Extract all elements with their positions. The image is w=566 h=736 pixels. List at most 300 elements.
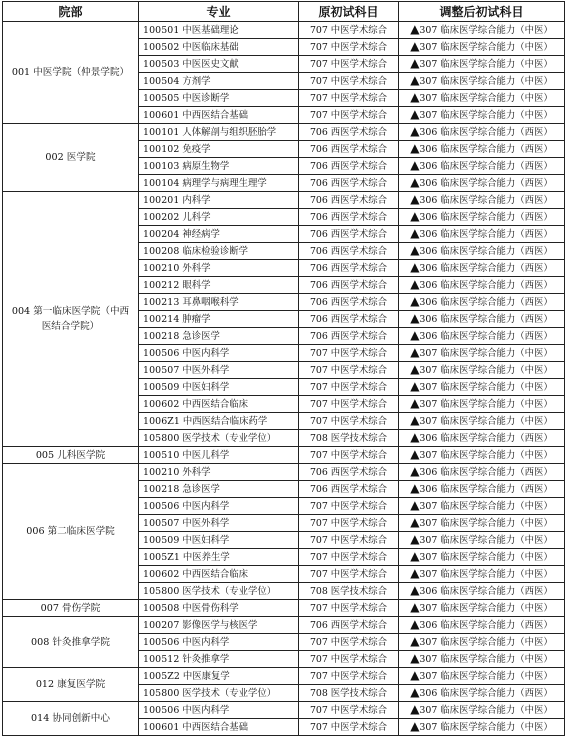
triangle-marker-icon: ▲ [410, 719, 420, 733]
major-cell [139, 532, 299, 549]
major-name: 儿科学 [182, 211, 211, 223]
adjusted-exam-cell [399, 396, 565, 413]
original-exam-cell: 706 西医学术综合 [299, 192, 399, 209]
adjusted-exam-text: 307 临床医学综合能力（中医） [419, 365, 553, 376]
header-original-exam: 原初试科目 [299, 2, 399, 22]
major-name: 医学技术（专业学位） [182, 687, 277, 699]
major-code: 100506 [143, 347, 180, 359]
original-exam-cell: 708 医学技术综合 [299, 583, 399, 600]
major-cell [139, 243, 299, 260]
adjusted-exam-text: 307 临床医学综合能力（中医） [419, 416, 553, 427]
triangle-marker-icon: ▲ [410, 566, 420, 580]
major-code: 100601 [143, 109, 180, 121]
adjusted-exam-cell [399, 90, 565, 107]
triangle-marker-icon: ▲ [410, 22, 420, 36]
header-adjusted-exam: 调整后初试科目 [399, 2, 565, 22]
department-cell: 001 中医学院（仲景学院） [3, 22, 139, 124]
major-name: 耳鼻咽喉科学 [182, 296, 239, 308]
adjusted-exam-text: 307 临床医学综合能力（中医） [419, 399, 553, 410]
department-cell: 004 第一临床医学院（中西医结合学院） [3, 192, 139, 447]
major-code: 100502 [143, 41, 180, 53]
original-exam-cell: 707 中医学术综合 [299, 532, 399, 549]
original-exam-cell: 707 中医学术综合 [299, 39, 399, 56]
major-name: 中医内科学 [182, 347, 230, 359]
adjusted-exam-text: 307 临床医学综合能力（中医） [419, 25, 553, 36]
original-exam-cell: 707 中医学术综合 [299, 702, 399, 719]
header-department: 院部 [3, 2, 139, 22]
major-name: 急诊医学 [182, 330, 220, 342]
major-name: 中医内科学 [182, 636, 230, 648]
major-cell [139, 260, 299, 277]
adjusted-exam-text: 307 临床医学综合能力（中医） [419, 501, 553, 512]
major-code: 100218 [143, 330, 180, 342]
triangle-marker-icon: ▲ [410, 464, 420, 478]
triangle-marker-icon: ▲ [410, 600, 420, 614]
original-exam-cell: 707 中医学术综合 [299, 549, 399, 566]
triangle-marker-icon: ▲ [410, 226, 420, 240]
original-exam-cell: 706 西医学术综合 [299, 141, 399, 158]
adjusted-exam-cell [399, 107, 565, 124]
triangle-marker-icon: ▲ [410, 651, 420, 665]
major-name: 中西医结合临床药学 [182, 415, 268, 427]
major-cell [139, 498, 299, 515]
original-exam-cell: 706 西医学术综合 [299, 464, 399, 481]
adjusted-exam-cell [399, 549, 565, 566]
major-name: 中医外科学 [182, 517, 230, 529]
major-code: 100104 [143, 177, 180, 189]
major-name: 神经病学 [182, 228, 220, 240]
major-cell [139, 634, 299, 651]
adjusted-exam-cell [399, 311, 565, 328]
major-code: 100101 [143, 126, 180, 138]
original-exam-cell: 708 医学技术综合 [299, 685, 399, 702]
adjusted-exam-text: 307 临床医学综合能力（中医） [419, 535, 553, 546]
major-cell [139, 379, 299, 396]
major-code: 100509 [143, 381, 180, 393]
table-header [3, 2, 565, 22]
major-name: 中医内科学 [182, 500, 230, 512]
adjusted-exam-cell [399, 192, 565, 209]
original-exam-cell: 706 西医学术综合 [299, 617, 399, 634]
triangle-marker-icon: ▲ [410, 532, 420, 546]
major-cell [139, 719, 299, 736]
adjusted-exam-text: 306 临床医学综合能力（西医） [419, 144, 553, 155]
major-code: 1006Z1 [143, 415, 180, 427]
adjusted-exam-text: 307 临床医学综合能力（中医） [419, 637, 553, 648]
major-name: 中医妇科学 [182, 534, 230, 546]
major-cell [139, 141, 299, 158]
adjusted-exam-cell [399, 413, 565, 430]
adjusted-exam-cell [399, 702, 565, 719]
triangle-marker-icon: ▲ [410, 345, 420, 359]
department-cell: 008 针灸推拿学院 [3, 617, 139, 668]
triangle-marker-icon: ▲ [410, 549, 420, 563]
department-cell: 014 协同创新中心 [3, 702, 139, 736]
adjusted-exam-cell [399, 600, 565, 617]
triangle-marker-icon: ▲ [410, 396, 420, 410]
major-name: 内科学 [182, 194, 211, 206]
adjusted-exam-text: 306 临床医学综合能力（西医） [419, 484, 553, 495]
adjusted-exam-cell [399, 39, 565, 56]
major-cell [139, 600, 299, 617]
adjusted-exam-cell [399, 328, 565, 345]
major-cell [139, 515, 299, 532]
table-row [3, 447, 565, 464]
major-name: 病原生物学 [182, 160, 230, 172]
adjusted-exam-cell [399, 56, 565, 73]
major-code: 105800 [143, 432, 180, 444]
major-cell [139, 56, 299, 73]
adjusted-exam-cell [399, 141, 565, 158]
adjusted-exam-cell [399, 243, 565, 260]
adjusted-exam-text: 307 临床医学综合能力（中医） [419, 42, 553, 53]
major-code: 1005Z2 [143, 670, 180, 682]
major-cell [139, 464, 299, 481]
department-cell: 012 康复医学院 [3, 668, 139, 702]
major-cell [139, 447, 299, 464]
major-name: 方剂学 [182, 75, 211, 87]
original-exam-cell: 706 西医学术综合 [299, 294, 399, 311]
major-code: 100504 [143, 75, 180, 87]
major-cell [139, 396, 299, 413]
triangle-marker-icon: ▲ [410, 481, 420, 495]
adjusted-exam-cell [399, 719, 565, 736]
adjusted-exam-text: 306 临床医学综合能力（西医） [419, 620, 553, 631]
adjusted-exam-text: 306 临床医学综合能力（西医） [419, 280, 553, 291]
triangle-marker-icon: ▲ [410, 328, 420, 342]
adjusted-exam-cell [399, 481, 565, 498]
major-code: 100602 [143, 398, 180, 410]
major-cell [139, 192, 299, 209]
major-code: 100210 [143, 262, 180, 274]
triangle-marker-icon: ▲ [410, 311, 420, 325]
adjusted-exam-cell [399, 566, 565, 583]
table-row [3, 464, 565, 481]
major-code: 100510 [143, 449, 180, 461]
major-cell [139, 549, 299, 566]
adjusted-exam-cell [399, 532, 565, 549]
triangle-marker-icon: ▲ [410, 277, 420, 291]
triangle-marker-icon: ▲ [410, 583, 420, 597]
original-exam-cell: 706 西医学术综合 [299, 209, 399, 226]
major-name: 医学技术（专业学位） [182, 585, 277, 597]
original-exam-cell: 707 中医学术综合 [299, 90, 399, 107]
adjusted-exam-cell [399, 362, 565, 379]
original-exam-cell: 707 中医学术综合 [299, 498, 399, 515]
triangle-marker-icon: ▲ [410, 141, 420, 155]
major-cell [139, 73, 299, 90]
adjusted-exam-cell [399, 498, 565, 515]
major-code: 100202 [143, 211, 180, 223]
original-exam-cell: 706 西医学术综合 [299, 226, 399, 243]
adjusted-exam-text: 307 临床医学综合能力（中医） [419, 671, 553, 682]
major-cell [139, 124, 299, 141]
adjusted-exam-text: 306 临床医学综合能力（西医） [419, 161, 553, 172]
triangle-marker-icon: ▲ [410, 702, 420, 716]
original-exam-cell: 707 中医学术综合 [299, 345, 399, 362]
major-cell [139, 583, 299, 600]
triangle-marker-icon: ▲ [410, 260, 420, 274]
major-cell [139, 685, 299, 702]
original-exam-cell: 706 西医学术综合 [299, 243, 399, 260]
original-exam-cell: 706 西医学术综合 [299, 124, 399, 141]
table-row [3, 22, 565, 39]
major-code: 100505 [143, 92, 180, 104]
adjusted-exam-cell [399, 651, 565, 668]
triangle-marker-icon: ▲ [410, 175, 420, 189]
major-code: 100207 [143, 619, 180, 631]
major-name: 医学技术（专业学位） [182, 432, 277, 444]
major-cell [139, 430, 299, 447]
original-exam-cell: 708 医学技术综合 [299, 430, 399, 447]
table-row [3, 617, 565, 634]
major-code: 100601 [143, 721, 180, 733]
original-exam-cell: 707 中医学术综合 [299, 668, 399, 685]
triangle-marker-icon: ▲ [410, 515, 420, 529]
triangle-marker-icon: ▲ [410, 39, 420, 53]
adjusted-exam-text: 307 临床医学综合能力（中医） [419, 705, 553, 716]
adjusted-exam-cell [399, 617, 565, 634]
triangle-marker-icon: ▲ [410, 668, 420, 682]
adjusted-exam-text: 306 临床医学综合能力（西医） [419, 195, 553, 206]
triangle-marker-icon: ▲ [410, 413, 420, 427]
adjusted-exam-text: 306 临床医学综合能力（西医） [419, 229, 553, 240]
major-cell [139, 311, 299, 328]
adjusted-exam-text: 306 临床医学综合能力（西医） [419, 467, 553, 478]
major-code: 100506 [143, 636, 180, 648]
original-exam-cell: 706 西医学术综合 [299, 158, 399, 175]
major-name: 临床检验诊断学 [182, 245, 249, 257]
table-row [3, 192, 565, 209]
original-exam-cell: 707 中医学术综合 [299, 634, 399, 651]
adjusted-exam-text: 307 临床医学综合能力（中医） [419, 518, 553, 529]
adjusted-exam-cell [399, 464, 565, 481]
major-cell [139, 226, 299, 243]
major-name: 中医康复学 [182, 670, 230, 682]
adjusted-exam-text: 306 临床医学综合能力（西医） [419, 178, 553, 189]
adjusted-exam-cell [399, 277, 565, 294]
major-name: 中医外科学 [182, 364, 230, 376]
major-cell [139, 617, 299, 634]
triangle-marker-icon: ▲ [410, 685, 420, 699]
major-cell [139, 328, 299, 345]
major-code: 100508 [143, 602, 180, 614]
adjusted-exam-cell [399, 379, 565, 396]
major-name: 中医养生学 [182, 551, 230, 563]
adjusted-exam-text: 307 临床医学综合能力（中医） [419, 722, 553, 733]
header-major: 专业 [139, 2, 299, 22]
major-code: 100506 [143, 704, 180, 716]
adjusted-exam-cell [399, 22, 565, 39]
triangle-marker-icon: ▲ [410, 430, 420, 444]
major-code: 100210 [143, 466, 180, 478]
major-code: 105800 [143, 687, 180, 699]
major-code: 100602 [143, 568, 180, 580]
major-cell [139, 22, 299, 39]
major-cell [139, 90, 299, 107]
major-name: 急诊医学 [182, 483, 220, 495]
original-exam-cell: 706 西医学术综合 [299, 277, 399, 294]
original-exam-cell: 707 中医学术综合 [299, 22, 399, 39]
major-cell [139, 158, 299, 175]
adjusted-exam-cell [399, 685, 565, 702]
adjusted-exam-text: 307 临床医学综合能力（中医） [419, 93, 553, 104]
original-exam-cell: 707 中医学术综合 [299, 515, 399, 532]
adjusted-exam-text: 307 临床医学综合能力（中医） [419, 654, 553, 665]
major-code: 100218 [143, 483, 180, 495]
department-cell: 005 儿科医学院 [3, 447, 139, 464]
major-name: 中医儿科学 [182, 449, 230, 461]
major-name: 外科学 [182, 466, 211, 478]
triangle-marker-icon: ▲ [410, 107, 420, 121]
adjusted-exam-cell [399, 260, 565, 277]
major-cell [139, 345, 299, 362]
major-name: 针灸推拿学 [182, 653, 230, 665]
major-cell [139, 277, 299, 294]
major-code: 100506 [143, 500, 180, 512]
original-exam-cell: 707 中医学术综合 [299, 73, 399, 90]
adjusted-exam-cell [399, 515, 565, 532]
major-cell [139, 209, 299, 226]
major-code: 100507 [143, 517, 180, 529]
original-exam-cell: 707 中医学术综合 [299, 379, 399, 396]
triangle-marker-icon: ▲ [410, 243, 420, 257]
adjusted-exam-cell [399, 209, 565, 226]
major-code: 100204 [143, 228, 180, 240]
adjusted-exam-cell [399, 226, 565, 243]
triangle-marker-icon: ▲ [410, 498, 420, 512]
table-body [3, 22, 565, 736]
major-name: 中医临床基础 [182, 41, 239, 53]
major-code: 100208 [143, 245, 180, 257]
major-name: 人体解剖与组织胚胎学 [182, 126, 277, 138]
major-code: 100512 [143, 653, 180, 665]
adjusted-exam-text: 306 临床医学综合能力（西医） [419, 263, 553, 274]
original-exam-cell: 707 中医学术综合 [299, 413, 399, 430]
adjusted-exam-text: 306 临床医学综合能力（西医） [419, 127, 553, 138]
triangle-marker-icon: ▲ [410, 158, 420, 172]
original-exam-cell: 706 西医学术综合 [299, 260, 399, 277]
triangle-marker-icon: ▲ [410, 617, 420, 631]
major-name: 中医骨伤科学 [182, 602, 239, 614]
original-exam-cell: 707 中医学术综合 [299, 566, 399, 583]
original-exam-cell: 707 中医学术综合 [299, 56, 399, 73]
major-cell [139, 651, 299, 668]
triangle-marker-icon: ▲ [410, 56, 420, 70]
major-name: 中医基础理论 [182, 24, 239, 36]
adjusted-exam-cell [399, 175, 565, 192]
adjusted-exam-text: 306 临床医学综合能力（西医） [419, 586, 553, 597]
adjusted-exam-text: 307 临床医学综合能力（中医） [419, 76, 553, 87]
exam-subject-table-sheet [2, 1, 564, 733]
triangle-marker-icon: ▲ [410, 209, 420, 223]
major-cell [139, 566, 299, 583]
triangle-marker-icon: ▲ [410, 124, 420, 138]
adjusted-exam-text: 307 临床医学综合能力（中医） [419, 552, 553, 563]
major-code: 100509 [143, 534, 180, 546]
major-cell [139, 668, 299, 685]
triangle-marker-icon: ▲ [410, 447, 420, 461]
major-code: 100501 [143, 24, 180, 36]
major-name: 肿瘤学 [182, 313, 211, 325]
adjusted-exam-cell [399, 158, 565, 175]
major-name: 中西医结合临床 [182, 568, 249, 580]
adjusted-exam-text: 307 临床医学综合能力（中医） [419, 110, 553, 121]
adjusted-exam-text: 307 临床医学综合能力（中医） [419, 348, 553, 359]
triangle-marker-icon: ▲ [410, 294, 420, 308]
major-cell [139, 481, 299, 498]
major-code: 100212 [143, 279, 180, 291]
adjusted-exam-text: 306 临床医学综合能力（西医） [419, 314, 553, 325]
original-exam-cell: 706 西医学术综合 [299, 175, 399, 192]
table-row [3, 600, 565, 617]
major-name: 免疫学 [182, 143, 211, 155]
major-code: 100213 [143, 296, 180, 308]
triangle-marker-icon: ▲ [410, 362, 420, 376]
major-name: 中医妇科学 [182, 381, 230, 393]
adjusted-exam-text: 307 临床医学综合能力（中医） [419, 569, 553, 580]
adjusted-exam-cell [399, 430, 565, 447]
adjusted-exam-text: 306 临床医学综合能力（西医） [419, 212, 553, 223]
major-code: 1005Z1 [143, 551, 180, 563]
major-name: 病理学与病理生理学 [182, 177, 267, 189]
adjusted-exam-text: 307 临床医学综合能力（中医） [419, 59, 553, 70]
major-code: 100201 [143, 194, 180, 206]
original-exam-cell: 707 中医学术综合 [299, 719, 399, 736]
adjusted-exam-text: 307 临床医学综合能力（中医） [419, 450, 553, 461]
adjusted-exam-cell [399, 668, 565, 685]
adjusted-exam-text: 306 临床医学综合能力（西医） [419, 433, 553, 444]
major-cell [139, 702, 299, 719]
original-exam-cell: 707 中医学术综合 [299, 107, 399, 124]
adjusted-exam-cell [399, 447, 565, 464]
major-cell [139, 362, 299, 379]
major-name: 中医诊断学 [182, 92, 230, 104]
department-cell: 006 第二临床医学院 [3, 464, 139, 600]
triangle-marker-icon: ▲ [410, 90, 420, 104]
major-cell [139, 107, 299, 124]
original-exam-cell: 707 中医学术综合 [299, 447, 399, 464]
triangle-marker-icon: ▲ [410, 634, 420, 648]
table-row [3, 124, 565, 141]
triangle-marker-icon: ▲ [410, 192, 420, 206]
major-name: 中西医结合基础 [182, 721, 249, 733]
major-name: 中医医史文献 [182, 58, 239, 70]
exam-subject-table [2, 1, 565, 736]
header-row [3, 2, 565, 22]
triangle-marker-icon: ▲ [410, 73, 420, 87]
adjusted-exam-text: 306 临床医学综合能力（西医） [419, 331, 553, 342]
adjusted-exam-cell [399, 634, 565, 651]
major-code: 100214 [143, 313, 180, 325]
major-code: 100103 [143, 160, 180, 172]
department-cell: 007 骨伤学院 [3, 600, 139, 617]
adjusted-exam-text: 306 临床医学综合能力（西医） [419, 688, 553, 699]
table-row [3, 668, 565, 685]
adjusted-exam-cell [399, 124, 565, 141]
adjusted-exam-cell [399, 583, 565, 600]
major-cell [139, 294, 299, 311]
adjusted-exam-text: 306 临床医学综合能力（西医） [419, 246, 553, 257]
major-cell [139, 413, 299, 430]
adjusted-exam-text: 307 临床医学综合能力（中医） [419, 603, 553, 614]
adjusted-exam-text: 307 临床医学综合能力（中医） [419, 382, 553, 393]
adjusted-exam-cell [399, 345, 565, 362]
original-exam-cell: 706 西医学术综合 [299, 481, 399, 498]
original-exam-cell: 707 中医学术综合 [299, 396, 399, 413]
adjusted-exam-text: 306 临床医学综合能力（西医） [419, 297, 553, 308]
adjusted-exam-cell [399, 73, 565, 90]
